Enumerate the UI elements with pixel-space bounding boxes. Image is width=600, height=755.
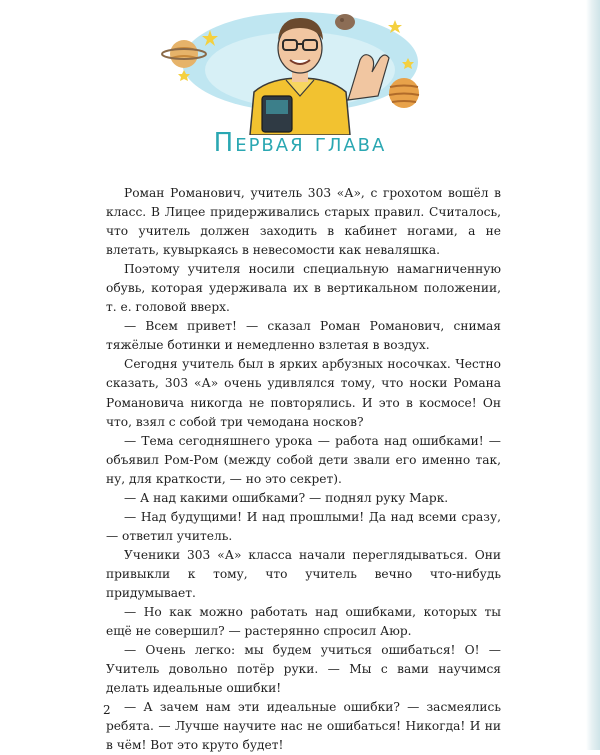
paragraph: Поэтому учителя носили специальную намагниченную обувь, которая удерживала их в вертикальном положении, т. е. головой вверх. <box>106 262 501 315</box>
page-edge <box>586 0 600 750</box>
paragraph: — А зачем нам эти идеальные ошибки? — засмеялись ребята. — Лучше научите нас не ошибаться! Никогда! И ни в чём! Вот это круто будет! <box>106 700 501 753</box>
paragraph: — Но как можно работать над ошибками, которых ты ещё не совершил? — растерянно спросил Аюр. <box>106 605 501 639</box>
text-body <box>106 184 501 755</box>
paragraph: Роман Романович, учитель 303 «А», с грохотом вошёл в класс. В Лицее придерживались старых правил. Считалось, что учитель должен заходить в кабинет ногами, а не влетать, кувыркаясь в невесомости как неваляшка. <box>106 186 501 258</box>
chapter-title: Первая глава <box>213 128 387 158</box>
page-number: 2 <box>103 703 111 717</box>
paragraph: — Всем привет! — сказал Роман Романович, снимая тяжёлые ботинки и немедленно взлетая в воздух. <box>106 319 501 353</box>
paragraph: — Над будущими! И над прошлыми! Да над всеми сразу, — ответил учитель. <box>106 509 501 543</box>
paragraph: — Очень легко: мы будем учиться ошибаться! О! — Учитель довольно потёр руки. — Мы с вами научимся делать идеальные ошибки! <box>106 643 501 696</box>
paragraph: — Тема сегодняшнего урока — работа над ошибками! — объявил Ром-Ром (между собой дети звали его именно так, ну, для краткости, — но это секрет). <box>106 433 501 486</box>
teacher-illustration <box>150 0 450 135</box>
paragraph: Сегодня учитель был в ярких арбузных носочках. Честно сказать, 303 «А» очень удивлялся тому, что носки Романа Романовича никогда не повторялись. И это в космосе! Он что, взял с собой три чемодана носков? <box>106 357 501 429</box>
planet-icon <box>389 78 419 108</box>
paragraph: — А над какими ошибками? — поднял руку Марк. <box>124 490 449 505</box>
paragraph: Ученики 303 «А» класса начали переглядываться. Они привыкли к тому, что учитель вечно что-нибудь придумывает. <box>106 547 501 600</box>
asteroid-icon <box>335 14 355 30</box>
